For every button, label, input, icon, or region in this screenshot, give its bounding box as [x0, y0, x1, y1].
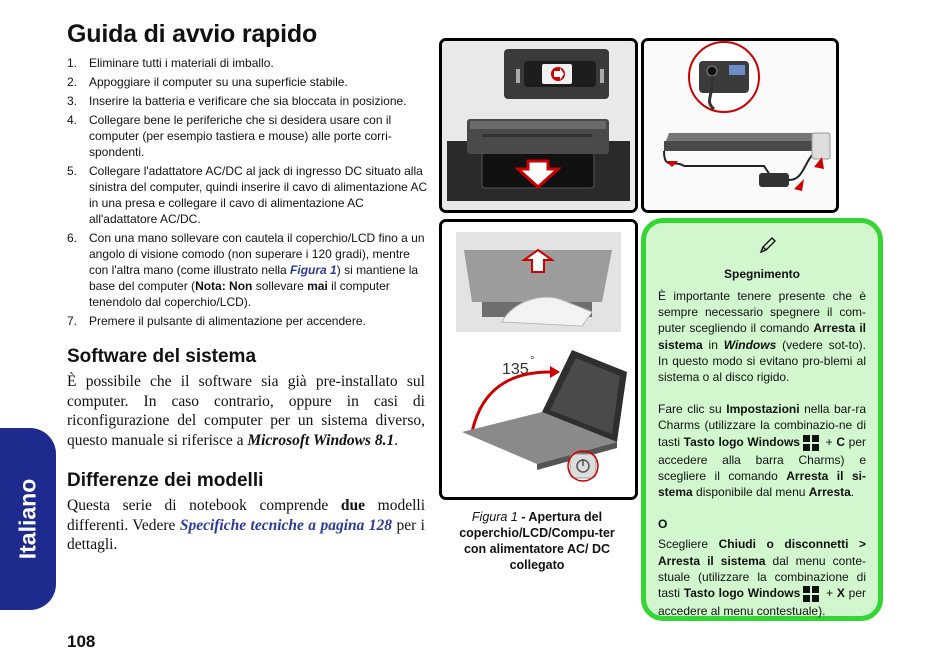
step-item: 7. Premere il pulsante di alimentazione per accendere.: [67, 314, 366, 328]
pencil-icon: [758, 235, 778, 260]
step-item: 3. Inserire la batteria e verificare che sia bloccata in posizione.: [67, 94, 407, 108]
note-paragraph: È importante tenere presente che è sempre necessario spegnere il com-puter scegliendo il comando Arresta il sistema in Windows (vedere sot-to). In questo modo si evitano pro-blemi al sistema o al disco rigido.: [658, 289, 866, 385]
battery-insertion-image: [439, 38, 638, 213]
software-body: È possibile che il software sia già pre-installato sul computer. In caso contrario, oppure in casi di riconfigurazione del computer per un sistema diverso, questo manuale si riferisce a Microsoft Windows 8.1.: [67, 373, 425, 449]
step-item: 2. Appoggiare il computer su una superficie stabile.: [67, 75, 348, 89]
note-paragraph: Scegliere Chiudi o disconnetti > Arresta il sistema dal menu conte-stuale (utilizzare la combinazione di tasti Tasto logo Windows + X per accedere al menu contestuale).: [658, 537, 866, 619]
step-item: 1. Eliminare tutti i materiali di imballo.: [67, 56, 274, 70]
step-item: 5. Collegare l'adattatore AC/DC al jack di ingresso DC situato alla sinistra del computer, quindi inserire il cavo di alimentazione AC in una presa e collegare il cavo di alimentazione AC all'adattatore AC/DC.: [67, 164, 428, 226]
steps-list: [67, 55, 429, 332]
specs-link[interactable]: Specifiche tecniche a pagina 128: [179, 516, 393, 534]
models-body: Questa serie di notebook comprende due modelli differenti. Vedere Specifiche tecniche a pagina 128 per i dettagli.: [67, 497, 426, 553]
note-or: O: [658, 517, 668, 532]
lid-opening-image: [439, 219, 638, 500]
software-heading: Software del sistema: [67, 346, 257, 367]
side-tab-label: Italiano: [14, 478, 41, 560]
language-side-tab: [0, 428, 56, 610]
page-title: Guida di avvio rapido: [67, 20, 318, 48]
note-text: [658, 288, 866, 635]
figure-label: Figura 1: [471, 510, 518, 524]
page-number: 108: [67, 632, 96, 651]
shutdown-note-box: [641, 218, 883, 621]
note-title: Spegnimento: [723, 267, 800, 281]
windows-logo-icon: [802, 434, 820, 452]
figure-link[interactable]: Figura 1: [290, 263, 337, 277]
power-adapter-image: [641, 38, 839, 213]
step-item: 6. Con una mano sollevare con cautela il coperchio/LCD fino a un angolo di visione comodo (non superare i 120 gradi), mentre con l'altra mano (come illustrato nella Figura 1) si mantiene la base del computer (Nota: Non sollevare mai il computer tenendolo dal coperchio/LCD).: [67, 231, 425, 309]
windows-logo-icon: [802, 585, 820, 603]
angle-label: 135: [502, 361, 529, 378]
step-item: 4. Collegare bene le periferiche che si desidera usare con il computer (per esempio tastiera e mouse) alle porte corri-spondenti.: [67, 113, 392, 159]
figure-caption: Figura 1 - Apertura del coperchio/LCD/Compu-ter con alimentatore AC/ DC collegato: [459, 510, 615, 572]
models-heading: Differenze dei modelli: [67, 470, 264, 491]
angle-unit: °: [530, 355, 535, 367]
note-paragraph: Fare clic su Impostazioni nella bar-ra Charms (utilizzare la combinazio-ne di tasti Tasto logo Windows + C per accedere alla barra Charms) e scegliere il comando Arresta il si-stema disponibile dal menu Arresta.: [658, 402, 866, 500]
